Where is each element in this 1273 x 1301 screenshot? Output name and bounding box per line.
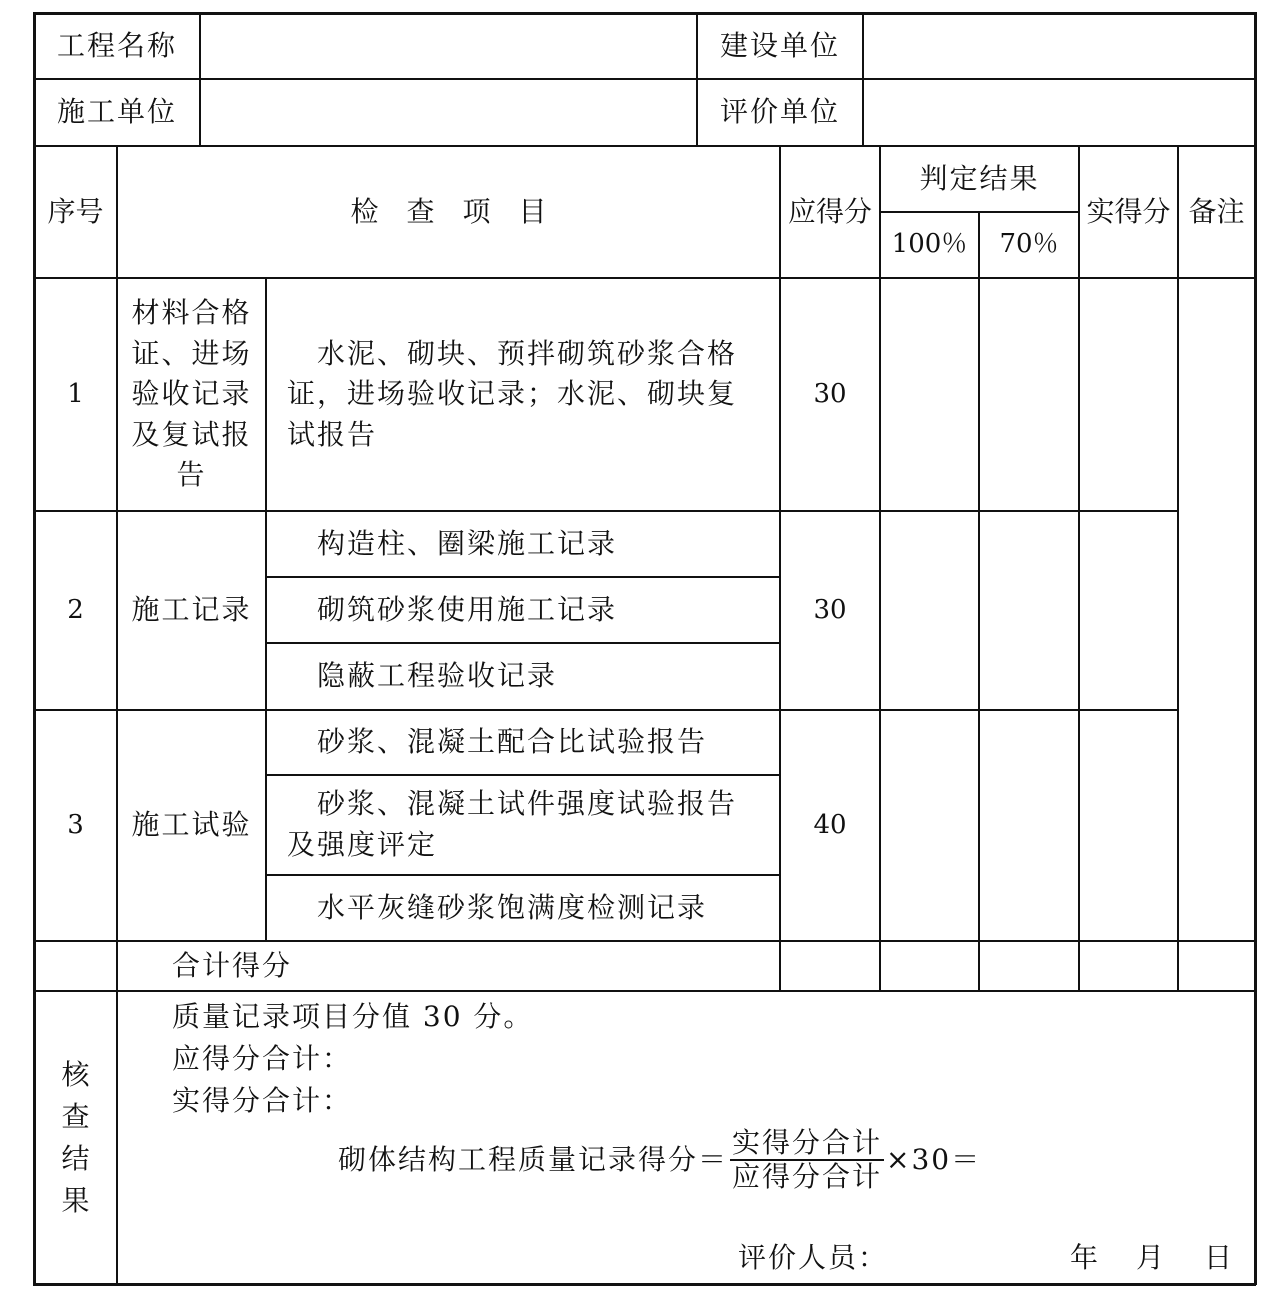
formula-suffix: ×30＝ (886, 1142, 982, 1176)
col-actual-score-header: 实得分 (1086, 194, 1171, 228)
evaluator-person-label: 评价人员： (738, 1241, 889, 1274)
line (978, 211, 980, 991)
line (33, 990, 1256, 992)
row-3-score: 40 (813, 809, 847, 840)
row-2-score: 30 (813, 594, 847, 625)
result-line-1: 质量记录项目分值 30 分。 (172, 1000, 534, 1033)
row-3-category: 施工试验 (131, 808, 252, 842)
result-label (35, 992, 116, 1283)
row-3-item-1: 砂浆、混凝土配合比试验报告 (287, 725, 708, 759)
frame-bottom (33, 1283, 1256, 1286)
result-line-2: 应得分合计： (172, 1042, 353, 1075)
project-name-label: 工程名称 (56, 28, 177, 62)
row-3-item-2: 砂浆、混凝土试件强度试验报告及强度评定 (287, 787, 738, 861)
col-70-header: 70％ (999, 229, 1059, 260)
formula-denominator: 应得分合计 (732, 1160, 883, 1193)
result-formula (338, 1124, 1138, 1196)
row-2-category: 施工记录 (131, 593, 252, 627)
formula-prefix: 砌体结构工程质量记录得分＝ (338, 1142, 729, 1176)
row-2-item-1: 构造柱、圈梁施工记录 (287, 526, 618, 560)
evaluator-unit-label: 评价单位 (719, 95, 840, 129)
row-3-seq: 3 (67, 809, 84, 840)
project-name-value[interactable] (201, 14, 696, 78)
col-item-header: 检 查 项 目 (350, 194, 547, 228)
builder-value[interactable] (864, 14, 1254, 78)
formula-numerator: 实得分合计 (730, 1127, 884, 1161)
builder-label: 建设单位 (719, 28, 840, 62)
row-2-item-3: 隐蔽工程验收记录 (287, 659, 558, 693)
result-line-3: 实得分合计： (172, 1084, 353, 1117)
col-seq-header: 序号 (47, 194, 104, 228)
col-remark-header: 备注 (1188, 194, 1245, 228)
date-day: 日 (1204, 1241, 1233, 1274)
col-100-header: 100％ (891, 229, 968, 260)
contractor-label: 施工单位 (56, 95, 177, 129)
col-should-score-header: 应得分 (787, 194, 872, 228)
row-3-item-3: 水平灰缝砂浆饱满度检测记录 (287, 890, 708, 924)
row-1-category: 材料合格证、进场验收记录及复试报告 (131, 296, 252, 492)
date-year: 年 (1070, 1241, 1099, 1274)
col-judgement-header: 判定结果 (919, 161, 1040, 195)
row-1-seq: 1 (67, 378, 84, 409)
row-1-score: 30 (813, 378, 847, 409)
contractor-value[interactable] (201, 80, 696, 145)
date-month: 月 (1136, 1241, 1165, 1274)
formula-fraction (730, 1127, 884, 1193)
row-2-seq: 2 (67, 594, 84, 625)
frame-right (1254, 12, 1257, 1285)
row-1-item: 水泥、砌块、预拌砌筑砂浆合格证，进场验收记录；水泥、砌块复试报告 (287, 336, 738, 451)
total-score-label: 合计得分 (172, 948, 293, 982)
result-label-text: 核查结果 (61, 1057, 90, 1217)
row-2-item-2: 砌筑砂浆使用施工记录 (287, 592, 618, 626)
evaluator-unit-value[interactable] (864, 80, 1254, 145)
